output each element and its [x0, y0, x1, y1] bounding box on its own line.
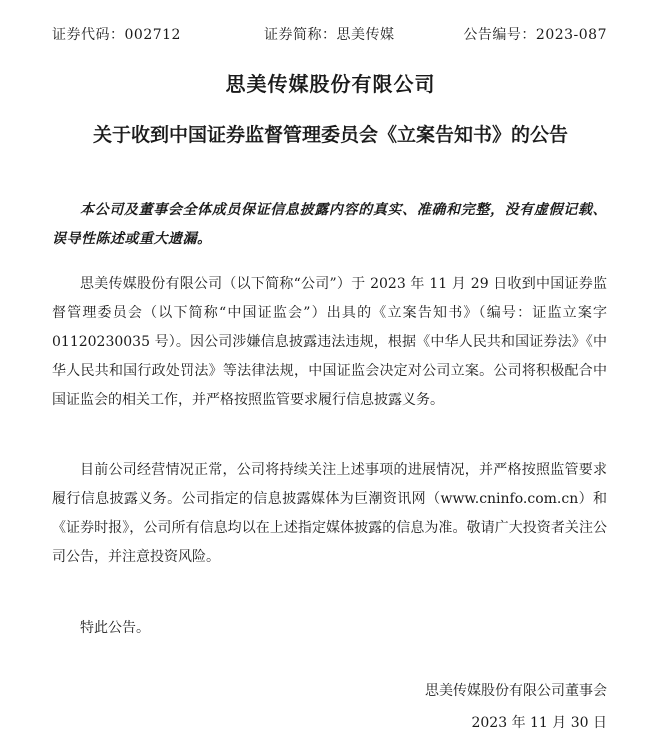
- company-title: 思美传媒股份有限公司: [225, 72, 436, 96]
- announcement-header: [52, 24, 607, 46]
- document-title: 关于收到中国证券监督管理委员会《立案告知书》的公告: [92, 124, 568, 146]
- body-paragraph-1: 思美传媒股份有限公司（以下简称“公司”）于 2023 年 11 月 29 日收到中国证券监督管理委员会（以下简称“中国证监会”）出具的《立案告知书》（编号：证监立案字 01120230035 号）。因公司涉嫌信息披露违法违规，根据《中华人民共和国证券法》《中华人民共和国行政处罚法》等法律法规，中国证监会决定对公司立案。公司将积极配合中国证监会的相关工作，并严格按照监管要求履行信息披露义务。: [52, 276, 607, 408]
- signature-date: 2023 年 11 月 30 日: [471, 715, 607, 731]
- security-short-name: 证券简称：思美传媒: [264, 27, 395, 43]
- security-code: 证券代码：002712: [52, 27, 181, 43]
- board-statement: 本公司及董事会全体成员保证信息披露内容的真实、准确和完整，没有虚假记载、误导性陈述或重大遗漏。: [52, 202, 607, 247]
- closing-remark: 特此公告。: [80, 620, 150, 636]
- announcement-number: 公告编号：2023-087: [463, 27, 607, 43]
- body-paragraph-2: 目前公司经营情况正常，公司将持续关注上述事项的进展情况，并严格按照监管要求履行信息披露义务。公司指定的信息披露媒体为巨潮资讯网（www.cninfo.com.cn）和《证券时报》，公司所有信息均以在上述指定媒体披露的信息为准。敬请广大投资者关注公司公告，并注意投资风险。: [52, 462, 607, 565]
- signature-organization: 思美传媒股份有限公司董事会: [425, 683, 607, 699]
